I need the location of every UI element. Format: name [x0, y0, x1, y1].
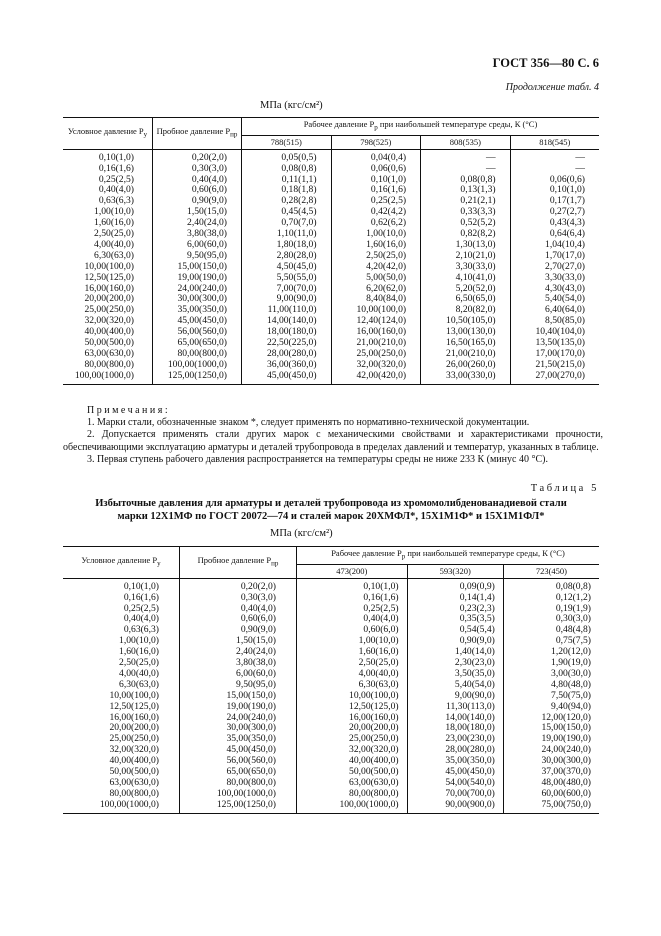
table-cell: 48,00(480,0) [503, 778, 599, 789]
table-cell: 0,08(0,8) [421, 175, 511, 186]
table-cell: 25,00(250,0) [84, 304, 134, 316]
table-cell: 4,80(48,0) [503, 680, 599, 691]
table-cell: 9,50(95,0) [180, 680, 297, 691]
table-cell: 75,00(750,0) [503, 800, 599, 813]
table-cell: 4,10(41,0) [421, 273, 511, 284]
table-cell: 5,20(52,0) [421, 284, 511, 295]
table-cell: 13,00(130,0) [421, 327, 511, 338]
table-cell: 0,25(2,5) [98, 173, 134, 185]
table-cell: 0,19(1,9) [503, 604, 599, 615]
table-cell: 65,00(650,0) [180, 767, 297, 778]
table-cell: 12,00(120,0) [503, 713, 599, 724]
table-cell: 0,12(1,2) [503, 593, 599, 604]
table-cell: 0,42(4,2) [331, 207, 421, 218]
table-cell: 0,40(4,0) [180, 604, 297, 615]
table-row [63, 207, 599, 218]
table-cell: 6,00(60,0) [180, 669, 297, 680]
table-cell: 0,10(1,0) [98, 151, 134, 163]
table-cell: 100,00(1000,0) [180, 789, 297, 800]
table-cell: 17,00(170,0) [510, 349, 599, 360]
table-cell: 24,00(240,0) [153, 284, 242, 295]
table-row [63, 800, 599, 813]
t4-temp-header: 808(535) [421, 135, 511, 149]
t5-header-test: Пробное давление $P_{пр}$ [180, 547, 297, 579]
table-cell: 8,50(85,0) [510, 316, 599, 327]
table-cell: 13,50(135,0) [510, 338, 599, 349]
table-row [63, 262, 599, 273]
table-cell: 1,00(10,0) [94, 206, 134, 218]
table-cell: 6,30(63,0) [297, 680, 408, 691]
table-cell: 16,50(165,0) [421, 338, 511, 349]
table-cell: 0,35(3,5) [407, 614, 503, 625]
table-cell: 56,00(560,0) [153, 327, 242, 338]
table-cell: 1,60(16,0) [94, 217, 134, 229]
page-header: ГОСТ 356—80 С. 6 [492, 56, 599, 70]
table-cell: 4,30(43,0) [510, 284, 599, 295]
table-cell: 0,33(3,3) [421, 207, 511, 218]
table-row [63, 229, 599, 240]
table-cell: 2,40(24,0) [153, 218, 242, 229]
table-cell: 33,00(330,0) [421, 371, 511, 384]
table-cell: 0,54(5,4) [407, 625, 503, 636]
table-cell: 20,00(200,0) [297, 723, 408, 734]
table-cell: 0,30(3,0) [503, 614, 599, 625]
table-cell: 2,50(25,0) [297, 658, 408, 669]
table-cell: 6,30(63,0) [94, 249, 134, 261]
table-cell: 0,48(4,8) [503, 625, 599, 636]
table-cell: 16,00(160,0) [84, 282, 134, 294]
table-cell: 24,00(240,0) [180, 713, 297, 724]
table-cell: 45,00(450,0) [242, 371, 332, 384]
table-cell: 30,00(300,0) [180, 723, 297, 734]
table-cell: 0,70(7,0) [242, 218, 332, 229]
table-cell: 3,80(38,0) [180, 658, 297, 669]
table-cell: 22,50(225,0) [242, 338, 332, 349]
table-cell: 80,00(800,0) [297, 789, 408, 800]
table-cell: 80,00(800,0) [109, 787, 159, 799]
table-cell: 12,40(124,0) [331, 316, 421, 327]
table-cell: 3,30(33,0) [510, 273, 599, 284]
table-cell: 2,40(24,0) [180, 647, 297, 658]
table-cell: 2,80(28,0) [242, 251, 332, 262]
t4-temp-header: 818(545) [510, 135, 599, 149]
table-cell: 8,40(84,0) [331, 294, 421, 305]
table-cell: 9,50(95,0) [153, 251, 242, 262]
table5-label: Таблица 5 [530, 483, 599, 494]
table-cell: 0,23(2,3) [407, 604, 503, 615]
t4-temp-header: 788(515) [242, 135, 332, 149]
table-cell: 16,00(160,0) [109, 711, 159, 723]
table-cell: 1,60(16,0) [297, 647, 408, 658]
table-cell: 1,04(10,4) [510, 240, 599, 251]
table-cell: 40,00(400,0) [297, 756, 408, 767]
table-cell: 60,00(600,0) [503, 789, 599, 800]
table-cell: 0,90(9,0) [180, 625, 297, 636]
table-cell: 0,90(9,0) [153, 196, 242, 207]
table5-title [63, 498, 599, 523]
table-cell: 15,00(150,0) [153, 262, 242, 273]
table5-title-line1: Избыточные давления для арматуры и деталей трубопровода из хромомолибденованадиевой стали [95, 498, 567, 509]
t4-header-test: Пробное давление $P_{пр}$ [153, 118, 242, 150]
table-cell: 15,00(150,0) [180, 691, 297, 702]
t4-header-working: Рабочее давление $P_р$ при наибольшей температуре среды, К (°С) [242, 118, 600, 136]
table-row [63, 284, 599, 295]
table-cell: 6,40(64,0) [510, 305, 599, 316]
table-cell: 0,30(3,0) [180, 593, 297, 604]
table-cell: 11,30(113,0) [407, 702, 503, 713]
table-cell: 14,00(140,0) [407, 713, 503, 724]
table-cell: 0,90(9,0) [407, 636, 503, 647]
table-cell: 37,00(370,0) [503, 767, 599, 778]
table-cell: 3,50(35,0) [407, 669, 503, 680]
table-cell: 5,40(54,0) [510, 294, 599, 305]
table-cell: 3,00(30,0) [503, 669, 599, 680]
table-4 [63, 117, 599, 385]
table-cell: 0,63(6,3) [123, 624, 159, 636]
table-cell: 24,00(240,0) [503, 745, 599, 756]
table-cell: 0,40(4,0) [123, 613, 159, 625]
table-cell: 25,00(250,0) [109, 733, 159, 745]
table-cell: 6,00(60,0) [153, 240, 242, 251]
table-cell: 0,06(0,6) [331, 164, 421, 175]
table-cell: 0,52(5,2) [421, 218, 511, 229]
table-cell: 1,50(15,0) [180, 636, 297, 647]
table-cell: 56,00(560,0) [180, 756, 297, 767]
table-cell: 0,40(4,0) [98, 184, 134, 196]
t4-temp-header: 798(525) [331, 135, 421, 149]
notes-title: Примечания: [87, 405, 171, 416]
note-2: 2. Допускается применять стали других марок с механическими свойствами и характеристиками прочности, обеспечивающими эксплуатацию арматуры и деталей трубопровода в пределах давлений и температур, указанных в таблице. [63, 429, 603, 453]
table-row [63, 149, 599, 163]
table-cell: — [510, 149, 599, 163]
table-cell: 27,00(270,0) [510, 371, 599, 384]
table-cell: 0,63(6,3) [98, 195, 134, 207]
table-cell: 19,00(190,0) [180, 702, 297, 713]
table-cell: 63,00(630,0) [109, 777, 159, 788]
table-cell: 26,00(260,0) [421, 360, 511, 371]
table-cell: 19,00(190,0) [503, 734, 599, 745]
table-cell: 45,00(450,0) [180, 745, 297, 756]
table-cell: 12,50(125,0) [297, 702, 408, 713]
table-row [63, 218, 599, 229]
table-row [63, 305, 599, 316]
table-cell: 20,00(200,0) [109, 722, 159, 734]
table-cell: 63,00(630,0) [297, 778, 408, 789]
table-cell: 0,60(6,0) [180, 614, 297, 625]
table-cell: 0,08(0,8) [503, 578, 599, 592]
table-cell: 6,50(65,0) [421, 294, 511, 305]
t5-header-nominal: Условное давление $P_у$ [63, 547, 180, 579]
table-cell: 0,75(7,5) [503, 636, 599, 647]
table-cell: 0,40(4,0) [153, 175, 242, 186]
table-cell: 0,60(6,0) [297, 625, 408, 636]
table-cell: 0,20(2,0) [180, 578, 297, 592]
table-cell: 6,30(63,0) [119, 678, 159, 690]
note-1: 1. Марки стали, обозначенные знаком *, следует применять по нормативно-технической документации. [87, 417, 530, 429]
table-cell: 2,50(25,0) [331, 251, 421, 262]
table-cell: 35,00(350,0) [180, 734, 297, 745]
table-cell: 70,00(700,0) [407, 789, 503, 800]
table5-unit: МПа (кгс/см²) [270, 528, 333, 539]
table-cell: 18,00(180,0) [407, 723, 503, 734]
table-cell: 0,14(1,4) [407, 593, 503, 604]
table-cell: 28,00(280,0) [242, 349, 332, 360]
table-cell: 10,00(100,0) [84, 260, 134, 272]
table-row [63, 593, 599, 604]
table-cell: 3,30(33,0) [421, 262, 511, 273]
table-row [63, 349, 599, 360]
table-cell: — [510, 164, 599, 175]
table-5 [63, 546, 599, 814]
table-cell: 0,82(8,2) [421, 229, 511, 240]
table-cell: 65,00(650,0) [153, 338, 242, 349]
table-cell: 5,40(54,0) [407, 680, 503, 691]
table-cell: 10,50(105,0) [421, 316, 511, 327]
table-cell: 0,21(2,1) [421, 196, 511, 207]
table-cell: 0,16(1,6) [297, 593, 408, 604]
table-cell: 12,50(125,0) [109, 700, 159, 712]
table-cell: 18,00(180,0) [242, 327, 332, 338]
table-cell: 125,00(1250,0) [153, 371, 242, 384]
table-row [63, 327, 599, 338]
table-cell: 6,20(62,0) [331, 284, 421, 295]
table-cell: 0,16(1,6) [331, 185, 421, 196]
table-cell: 100,00(1000,0) [63, 371, 153, 384]
table-cell: 21,00(210,0) [421, 349, 511, 360]
table-cell: 0,13(1,3) [421, 185, 511, 196]
table-cell: 0,25(2,5) [123, 602, 159, 614]
table-row [63, 196, 599, 207]
table-cell: 4,50(45,0) [242, 262, 332, 273]
table-cell: 90,00(900,0) [407, 800, 503, 813]
table-cell: 10,00(100,0) [109, 689, 159, 701]
table-cell: 80,00(800,0) [153, 349, 242, 360]
table-cell: 1,70(17,0) [510, 251, 599, 262]
table-cell: 4,00(40,0) [94, 238, 134, 250]
table-cell: 0,43(4,3) [510, 218, 599, 229]
table-cell: 0,16(1,6) [123, 591, 159, 603]
table-cell: 1,90(19,0) [503, 658, 599, 669]
table-cell: 0,05(0,5) [242, 149, 332, 163]
table-cell: 11,00(110,0) [242, 305, 332, 316]
table-cell: 23,00(230,0) [407, 734, 503, 745]
table4-unit: МПа (кгс/см²) [260, 100, 323, 111]
table-cell: 7,50(75,0) [503, 691, 599, 702]
table-cell: 36,00(360,0) [242, 360, 332, 371]
table-cell: 0,28(2,8) [242, 196, 332, 207]
table-cell: 9,00(90,0) [242, 294, 332, 305]
table-cell: 0,06(0,6) [510, 175, 599, 186]
table-row [63, 316, 599, 327]
table-cell: 40,00(400,0) [84, 326, 134, 338]
t5-header-working: Рабочее давление $P_р$ при наибольшей температуре среды, К (°С) [297, 547, 600, 565]
table-cell: 45,00(450,0) [407, 767, 503, 778]
table-cell: 42,00(420,0) [331, 371, 421, 384]
table-cell: 1,60(16,0) [119, 646, 159, 658]
table-cell: 100,00(1000,0) [297, 800, 408, 813]
table-cell: 10,00(100,0) [297, 691, 408, 702]
table-row [63, 360, 599, 371]
table-cell: 1,80(18,0) [242, 240, 332, 251]
table-cell: 0,10(1,0) [510, 185, 599, 196]
table-cell: 0,62(6,2) [331, 218, 421, 229]
table-cell: 9,00(90,0) [407, 691, 503, 702]
table-cell: 80,00(800,0) [180, 778, 297, 789]
table-cell: 0,04(0,4) [331, 149, 421, 163]
table-cell: 1,40(14,0) [407, 647, 503, 658]
table-row [63, 240, 599, 251]
table-cell: 0,18(1,8) [242, 185, 332, 196]
table-cell: 3,80(38,0) [153, 229, 242, 240]
table-cell: 1,60(16,0) [331, 240, 421, 251]
table-cell: 7,00(70,0) [242, 284, 332, 295]
table-cell: 50,00(500,0) [109, 766, 159, 778]
table-row [63, 294, 599, 305]
table-cell: 5,00(50,0) [331, 273, 421, 284]
table-cell: 32,00(320,0) [297, 745, 408, 756]
table-cell: 0,10(1,0) [331, 175, 421, 186]
note-3: 3. Первая ступень рабочего давления распространяется на температуры среды не ниже 233 К (минус 40 °С). [87, 453, 548, 465]
table-cell: 32,00(320,0) [331, 360, 421, 371]
table-row [63, 164, 599, 175]
table-cell: 40,00(400,0) [109, 755, 159, 767]
table-cell: 1,50(15,0) [153, 207, 242, 218]
table-cell: 0,60(6,0) [153, 185, 242, 196]
table-cell: — [421, 164, 511, 175]
table-cell: 1,20(12,0) [503, 647, 599, 658]
table-cell: 10,00(100,0) [331, 305, 421, 316]
table-continuation-label: Продолжение табл. 4 [505, 82, 599, 93]
table-cell: 4,00(40,0) [297, 669, 408, 680]
table-cell: 4,00(40,0) [119, 667, 159, 679]
table-cell: — [421, 149, 511, 163]
table-row [63, 371, 599, 384]
table-cell: 100,00(1000,0) [63, 800, 180, 813]
table-cell: 1,00(10,0) [297, 636, 408, 647]
table-cell: 2,50(25,0) [119, 657, 159, 669]
table-cell: 0,25(2,5) [331, 196, 421, 207]
table-cell: 19,00(190,0) [153, 273, 242, 284]
table-cell: 16,00(160,0) [297, 713, 408, 724]
table-cell: 30,00(300,0) [503, 756, 599, 767]
table-cell: 14,00(140,0) [242, 316, 332, 327]
table-row [63, 273, 599, 284]
table-cell: 25,00(250,0) [297, 734, 408, 745]
table-row [63, 702, 599, 713]
table-cell: 0,20(2,0) [153, 149, 242, 163]
table-cell: 1,00(10,0) [331, 229, 421, 240]
table-cell: 0,30(3,0) [153, 164, 242, 175]
table-cell: 21,00(210,0) [331, 338, 421, 349]
table-cell: 4,20(42,0) [331, 262, 421, 273]
table-cell: 35,00(350,0) [153, 305, 242, 316]
table-cell: 28,00(280,0) [407, 745, 503, 756]
table-cell: 2,30(23,0) [407, 658, 503, 669]
table-cell: 25,00(250,0) [331, 349, 421, 360]
table-row [63, 185, 599, 196]
table-cell: 1,10(11,0) [242, 229, 332, 240]
table-cell: 0,08(0,8) [242, 164, 332, 175]
table-cell: 21,50(215,0) [510, 360, 599, 371]
table-row [63, 338, 599, 349]
t5-temp-header: 593(320) [407, 564, 503, 578]
table-cell: 54,00(540,0) [407, 778, 503, 789]
table-cell: 0,16(1,6) [98, 162, 134, 174]
table-cell: 0,10(1,0) [123, 580, 159, 592]
table-cell: 9,40(94,0) [503, 702, 599, 713]
table-row [63, 251, 599, 262]
table-cell: 2,70(27,0) [510, 262, 599, 273]
table-cell: 50,00(500,0) [297, 767, 408, 778]
table-cell: 0,25(2,5) [297, 604, 408, 615]
table-cell: 35,00(350,0) [407, 756, 503, 767]
table-row [63, 175, 599, 186]
t5-temp-header: 723(450) [503, 564, 599, 578]
table-cell: 0,11(1,1) [242, 175, 332, 186]
table-cell: 2,10(21,0) [421, 251, 511, 262]
table-row [63, 578, 599, 592]
table-cell: 10,40(104,0) [510, 327, 599, 338]
table-cell: 32,00(320,0) [84, 315, 134, 327]
table-cell: 63,00(630,0) [84, 348, 134, 359]
table-cell: 50,00(500,0) [84, 337, 134, 349]
table-cell: 0,09(0,9) [407, 578, 503, 592]
table-cell: 0,40(4,0) [297, 614, 408, 625]
table-cell: 100,00(1000,0) [153, 360, 242, 371]
table-cell: 16,00(160,0) [331, 327, 421, 338]
table-cell: 1,30(13,0) [421, 240, 511, 251]
table-cell: 125,00(1250,0) [180, 800, 297, 813]
table-cell: 2,50(25,0) [94, 228, 134, 240]
table-cell: 0,64(6,4) [510, 229, 599, 240]
table-cell: 20,00(200,0) [84, 293, 134, 305]
table-cell: 45,00(450,0) [153, 316, 242, 327]
table-cell: 0,27(2,7) [510, 207, 599, 218]
table-cell: 8,20(82,0) [421, 305, 511, 316]
table-cell: 12,50(125,0) [84, 271, 134, 283]
t5-temp-header: 473(200) [297, 564, 408, 578]
table-cell: 5,50(55,0) [242, 273, 332, 284]
notes [63, 405, 603, 466]
table-cell: 0,10(1,0) [297, 578, 408, 592]
table-cell: 80,00(800,0) [84, 358, 134, 370]
table-cell: 1,00(10,0) [119, 635, 159, 647]
table-cell: 15,00(150,0) [503, 723, 599, 734]
t4-header-nominal: Условное давление $P_у$ [63, 118, 153, 150]
table-cell: 30,00(300,0) [153, 294, 242, 305]
table-cell: 32,00(320,0) [109, 744, 159, 756]
table5-title-line2: марки 12Х1МФ по ГОСТ 20072—74 и сталей марок 20ХМФЛ*, 15Х1М1Ф* и 15Х1М1ФЛ* [117, 510, 545, 522]
table-cell: 0,45(4,5) [242, 207, 332, 218]
table-cell: 0,17(1,7) [510, 196, 599, 207]
